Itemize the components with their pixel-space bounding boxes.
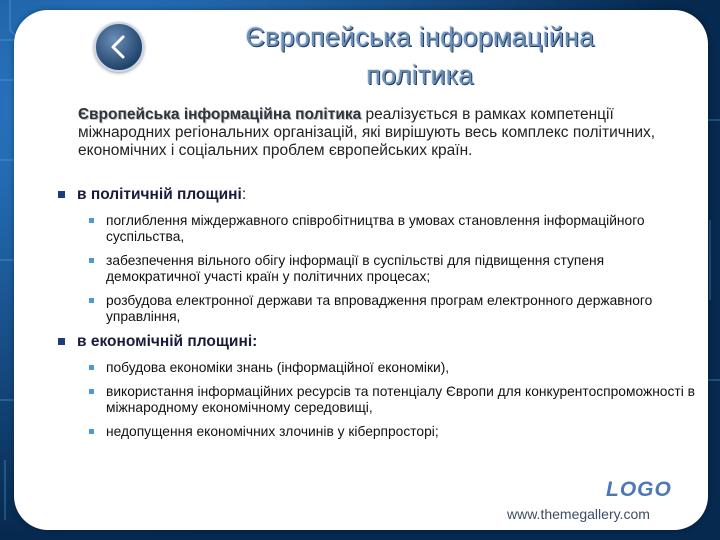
section-heading-text: в політичній площині (77, 186, 242, 203)
list-item-text: забезпечення вільного обігу інформації в суспільстві для підвищення ступеня демократичної участі країн у політичних процесах; (106, 253, 605, 284)
square-bullet-icon (89, 258, 94, 263)
list-item (56, 293, 696, 325)
logo: LOGO (606, 478, 672, 501)
list-item (56, 253, 696, 285)
intro-text: реалізується в рамках компетенції міжнародних регіональних організацій, які вирішують весь комплекс політичних, економічних і соціальних проблем європейських країн. (78, 106, 656, 159)
square-bullet-icon (89, 429, 94, 434)
square-bullet-icon (58, 338, 65, 345)
section-heading-text: в економічній площині: (77, 333, 258, 350)
list-item (56, 360, 696, 376)
back-button[interactable] (94, 22, 144, 72)
intro-emphasis: Європейська інформаційна політика (78, 106, 362, 123)
section-heading-economic (56, 333, 696, 351)
square-bullet-icon (89, 298, 94, 303)
square-bullet-icon (89, 365, 94, 370)
intro-paragraph (78, 106, 688, 160)
square-bullet-icon (58, 191, 65, 198)
list-item-text: поглиблення міждержавного співробітництва в умовах становлення інформаційного суспільства, (106, 213, 645, 244)
title-line-1: Європейська інформаційна (245, 22, 595, 52)
square-bullet-icon (89, 389, 94, 394)
bullet-list (56, 186, 696, 448)
list-item-text: недопущення економічних злочинів у кіберпросторі; (106, 424, 439, 439)
footer-url: www.themegallery.com (507, 506, 650, 522)
list-item (56, 384, 696, 416)
section-heading-political (56, 186, 696, 204)
chevron-left-icon (96, 24, 142, 70)
list-item (56, 213, 696, 245)
slide-title (160, 18, 680, 94)
list-item-text: побудова економіки знань (інформаційної економіки), (106, 360, 450, 375)
list-item (56, 424, 696, 440)
section-heading-suffix: : (241, 186, 247, 203)
title-line-2: політика (366, 60, 474, 90)
list-item-text: розбудова електронної держави та впровадження програм електронного державного управління, (106, 293, 653, 324)
list-item-text: використання інформаційних ресурсів та потенціалу Європи для конкурентоспроможності в міжнародному економічному середовищі, (106, 384, 695, 415)
square-bullet-icon (89, 218, 94, 223)
